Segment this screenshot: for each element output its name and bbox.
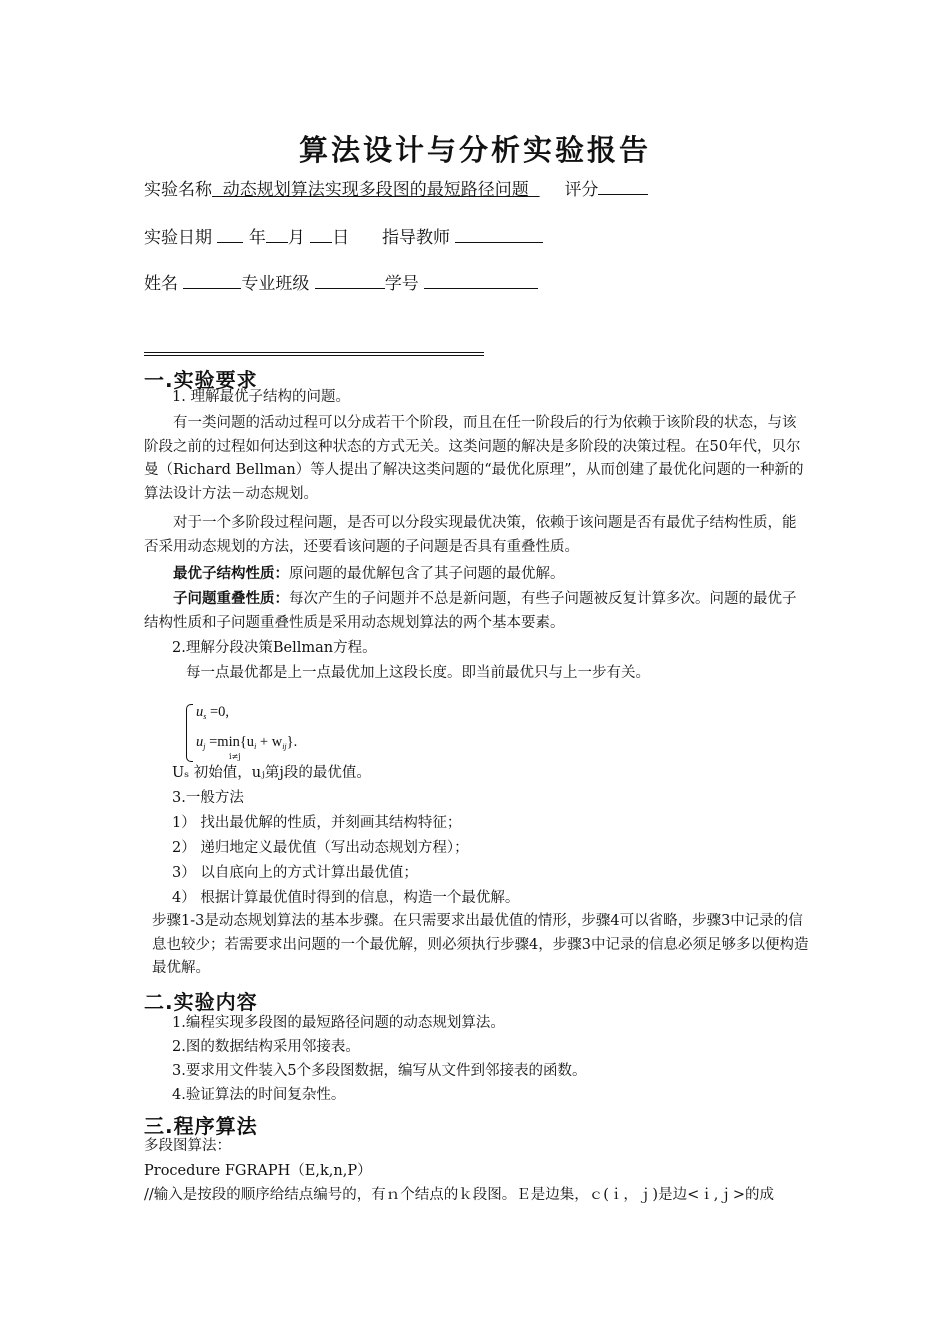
date-row bbox=[144, 223, 543, 248]
s1-term2 bbox=[144, 588, 810, 635]
s2-item-4: 4.验证算法的时间复杂性。 bbox=[172, 1087, 346, 1103]
s1-item2-text: 每一点最优都是上一点最优加上这段长度。即当前最优只与上一步有关。 bbox=[186, 665, 650, 681]
formula-brace bbox=[186, 704, 193, 762]
month-blank bbox=[266, 224, 288, 243]
step-1: 1） 找出最优解的性质，并刻画其结构特征； bbox=[172, 815, 462, 831]
section2-heading: 二.实验内容 bbox=[144, 990, 258, 1014]
section3-heading: 三.程序算法 bbox=[144, 1114, 258, 1138]
section1-heading: 一.实验要求 bbox=[144, 368, 258, 392]
student-row bbox=[144, 269, 538, 294]
teacher-label: 指导教师 bbox=[382, 228, 451, 248]
step-2: 2） 递归地定义最优值（写出动态规划方程）； bbox=[172, 840, 469, 856]
date-label: 实验日期 bbox=[144, 228, 212, 248]
formula-note: Uₛ 初始值，uⱼ第j段的最优值。 bbox=[172, 765, 371, 781]
formula-line2: $u_j =\min\{u_i + w_{ij}\}$. bbox=[196, 734, 298, 751]
formula-line1: $u_s =0$, bbox=[196, 704, 230, 721]
term2-text: 每次产生的子问题并不总是新问题，有些子问题被反复计算多次。问题的最优子结构性质和子问题重叠性质是采用动态规划算法的两个基本要素。 bbox=[144, 591, 797, 631]
s1-item2: 2.理解分段决策Bellman方程。 bbox=[172, 640, 377, 656]
s3-line3: //输入是按段的顺序给结点编号的，有ｎ个结点的ｋ段图。Ｅ是边集，ｃ(ｉ，ｊ)是边<ｉ,ｊ>的成 bbox=[144, 1187, 774, 1203]
s2-item-3: 3.要求用文件装入5个多段图数据，编写从文件到邻接表的函数。 bbox=[172, 1063, 587, 1079]
exp-name-value: 动态规划算法实现多段图的最短路径问题 bbox=[212, 180, 540, 200]
s2-item-1: 1.编程实现多段图的最短路径问题的动态规划算法。 bbox=[172, 1015, 505, 1031]
s1-item3: 3.一般方法 bbox=[172, 790, 244, 806]
s1-para1: 有一类问题的活动过程可以分成若干个阶段，而且在任一阶段后的行为依赖于该阶段的状态，与该阶段之前的过程如何达到这种状态的方式无关。这类问题的解决是多阶段的决策过程。在50年代，贝尔曼（Richard Bellman）等人提出了解决这类问题的“最优化原理”，从而创建了最优化问题的一种新的算法设计方法－动态规划。 bbox=[144, 415, 804, 502]
day-label: 日 bbox=[332, 228, 350, 248]
year-label: 年 bbox=[248, 228, 266, 248]
name-blank bbox=[183, 270, 241, 289]
class-blank bbox=[315, 270, 385, 289]
step-4: 4） 根据计算最优值时得到的信息，构造一个最优解。 bbox=[172, 890, 520, 906]
s1-summary: 步骤1-3是动态规划算法的基本步骤。在只需要求出最优值的情形，步骤4可以省略，步骤3中记录的信息也较少；若需要求出问题的一个最优解，则必须执行步骤4，步骤3中记录的信息必须足够多以便构造最优解。 bbox=[152, 913, 809, 976]
step-3: 3） 以自底向上的方式计算出最优值； bbox=[172, 865, 418, 881]
term2-label: 子问题重叠性质： bbox=[173, 591, 289, 607]
exp-name-label: 实验名称 bbox=[144, 180, 212, 200]
id-blank bbox=[424, 270, 538, 289]
month-label: 月 bbox=[287, 228, 305, 248]
formula-min-under: i≠j bbox=[229, 752, 241, 761]
score-label: 评分 bbox=[564, 180, 599, 200]
day-blank bbox=[310, 224, 332, 243]
s2-item-2: 2.图的数据结构采用邻接表。 bbox=[172, 1039, 360, 1055]
s3-line1: 多段图算法： bbox=[144, 1138, 231, 1154]
page-title: 算法设计与分析实验报告 bbox=[298, 133, 651, 167]
score-blank bbox=[598, 176, 648, 195]
s1-para2-text: 对于一个多阶段过程问题，是否可以分段实现最优决策，依赖于该问题是否有最优子结构性质，能否采用动态规划的方法，还要看该问题的子问题是否具有重叠性质。 bbox=[144, 515, 797, 555]
class-label: 专业班级 bbox=[241, 274, 310, 294]
term1-label: 最优子结构性质： bbox=[173, 566, 289, 582]
year-blank bbox=[217, 224, 243, 243]
name-label: 姓名 bbox=[144, 274, 178, 294]
s3-line2: Procedure FGRAPH（E,k,n,P） bbox=[144, 1163, 372, 1179]
s1-term1 bbox=[144, 563, 810, 587]
divider bbox=[144, 352, 484, 356]
teacher-blank bbox=[455, 224, 543, 243]
exp-name-row bbox=[144, 175, 648, 200]
s1-item1: 1. 理解最优子结构的问题。 bbox=[172, 389, 350, 405]
id-label: 学号 bbox=[384, 274, 419, 294]
s1-para2 bbox=[144, 512, 810, 559]
term1-text: 原问题的最优解包含了其子问题的最优解。 bbox=[289, 566, 565, 582]
